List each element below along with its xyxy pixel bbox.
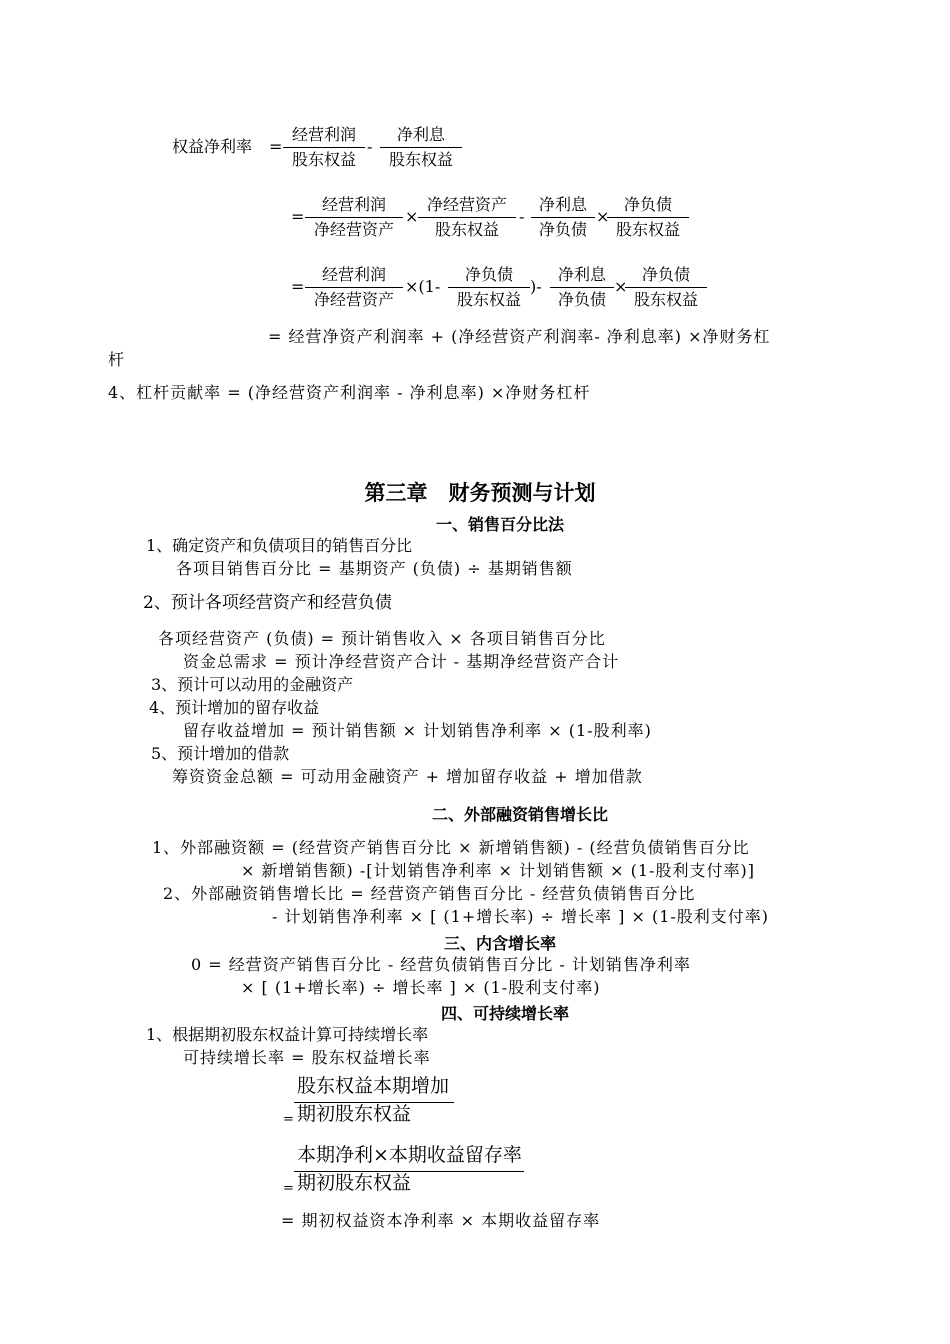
body-line: 1、根据期初股东权益计算可持续增长率 [146, 1025, 429, 1044]
roe-decomposition-text: = 经营净资产利润率 + (净经营资产利润率- 净利息率) ×净财务杠 [268, 327, 771, 346]
fraction-net-debt-over-equity: 净负债 股东权益 [448, 265, 530, 310]
fraction-denominator: 期初股东权益 [297, 1172, 412, 1194]
fraction-numerator: 本期净利×本期收益留存率 [297, 1144, 522, 1166]
close-paren-minus: )- [530, 277, 542, 296]
section-title: 三、内含增长率 [443, 934, 556, 953]
body-line: - 计划销售净利率 × [ (1+增长率) ÷ 增长率 ] × (1-股利支付率) [272, 907, 770, 926]
fraction-net-debt-over-equity: 净负债 股东权益 [607, 195, 689, 240]
minus-sign: - [367, 137, 373, 156]
body-line: 2、预计各项经营资产和经营负债 [143, 593, 392, 613]
fraction-denominator: 期初股东权益 [297, 1103, 412, 1125]
body-line: 0 = 经营资产销售百分比 - 经营负债销售百分比 - 计划销售净利率 [191, 955, 691, 974]
leverage-contribution-line: 4、杠杆贡献率 = (净经营资产利润率 - 净利息率) ×净财务杠杆 [108, 383, 591, 402]
minus-sign: - [519, 207, 525, 226]
body-line: 留存收益增加 = 预计销售额 × 计划销售净利率 × (1-股利率) [183, 721, 652, 740]
times-sign: × [405, 207, 419, 226]
body-line: 3、预计可以动用的金融资产 [151, 675, 354, 694]
fraction-interest-over-equity: 净利息 股东权益 [380, 125, 462, 170]
body-line: × [ (1+增长率) ÷ 增长率 ] × (1-股利支付率) [241, 978, 601, 997]
section-title: 一、销售百分比法 [435, 515, 564, 534]
body-line: 1、外部融资额 = (经营资产销售百分比 × 新增销售额) - (经营负债销售百分比 [152, 838, 750, 857]
equals-sign: = [283, 1112, 294, 1127]
fraction-operating-profit-over-equity: 经营利润 股东权益 [283, 125, 365, 170]
body-line: = 期初权益资本净利率 × 本期收益留存率 [281, 1211, 601, 1230]
fraction-interest-over-net-debt: 净利息 净负债 [550, 265, 614, 310]
equals-sign: = [291, 207, 305, 226]
fraction-net-op-assets-over-equity: 净经营资产 股东权益 [418, 195, 516, 240]
fraction-interest-over-net-debt: 净利息 净负债 [531, 195, 595, 240]
body-line: 1、确定资产和负债项目的销售百分比 [146, 536, 413, 555]
body-line: 2、外部融资销售增长比 = 经营资产销售百分比 - 经营负债销售百分比 [163, 884, 696, 903]
chapter-title: 第三章 财务预测与计划 [364, 481, 596, 505]
body-line: 筹资资金总额 = 可动用金融资产 + 增加留存收益 + 增加借款 [172, 767, 643, 786]
equals-sign: = [283, 1181, 294, 1196]
fraction-operating-profit-over-net-op-assets: 经营利润 净经营资产 [305, 265, 403, 310]
times-one-minus: ×(1- [405, 277, 441, 296]
equals-sign: = [291, 277, 305, 296]
body-line: 各项经营资产 (负债) = 预计销售收入 × 各项目销售百分比 [158, 629, 606, 648]
roe-decomposition-wrap: 杆 [108, 350, 125, 369]
roe-lhs: 权益净利率 [172, 137, 253, 156]
times-sign: × [596, 207, 610, 226]
equals-sign: = [269, 137, 283, 156]
fraction-operating-profit-over-net-op-assets: 经营利润 净经营资产 [305, 195, 403, 240]
body-line: 资金总需求 = 预计净经营资产合计 - 基期净经营资产合计 [183, 652, 620, 671]
fraction-net-debt-over-equity: 净负债 股东权益 [625, 265, 707, 310]
body-line: 各项目销售百分比 = 基期资产 (负债) ÷ 基期销售额 [176, 559, 573, 578]
section-title: 二、外部融资销售增长比 [431, 805, 608, 824]
body-line: 可持续增长率 = 股东权益增长率 [183, 1048, 431, 1067]
body-line: 5、预计增加的借款 [151, 744, 290, 763]
times-sign: × [614, 277, 628, 296]
fraction-numerator: 股东权益本期增加 [297, 1075, 450, 1097]
section-title: 四、可持续增长率 [440, 1004, 569, 1023]
body-line: × 新增销售额) -[计划销售净利率 × 计划销售额 × (1-股利支付率)] [241, 861, 755, 880]
body-line: 4、预计增加的留存收益 [149, 698, 320, 717]
